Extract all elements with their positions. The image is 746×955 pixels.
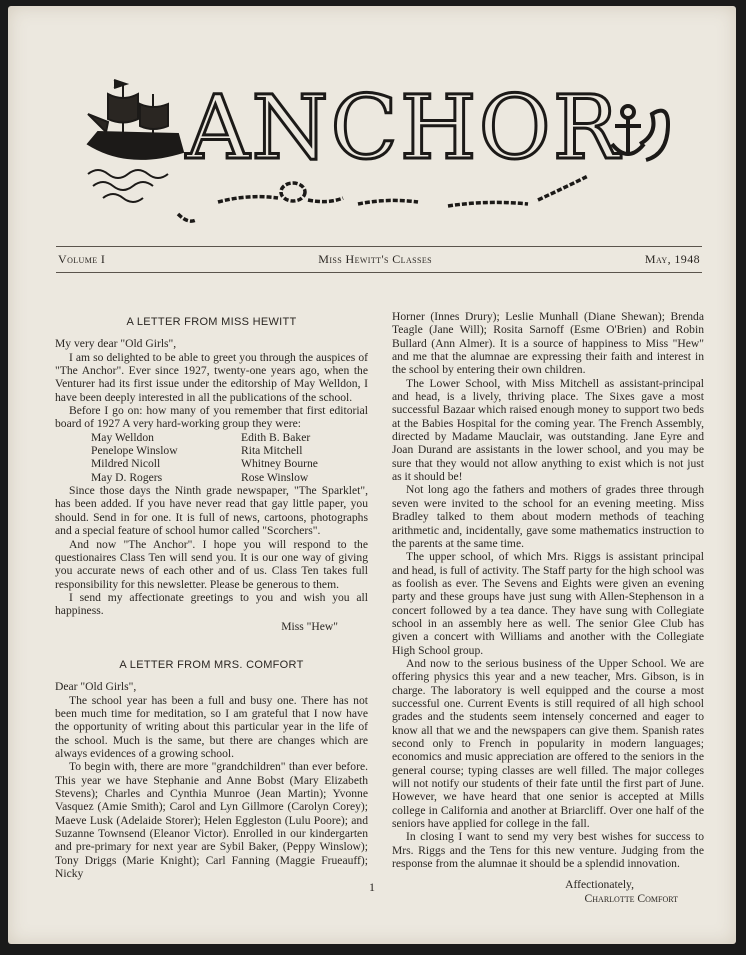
- column-right: [392, 310, 704, 905]
- board-member: Rose Winslow: [241, 470, 309, 484]
- paragraph: I am so delighted to be able to greet you through the auspices of "The Anchor". Ever since 1927, twenty-one years ago, when the Venturer had its first issue under the editorship of May Welldon, I have been deeply interested in all the publications of the school.: [55, 350, 368, 404]
- school-name: Miss Hewitt's Classes: [318, 252, 432, 266]
- board-member: May Welldon: [91, 430, 154, 444]
- paragraph: I send my affectionate greetings to you and wish you all happiness.: [55, 590, 368, 618]
- board-member: Penelope Winslow: [91, 444, 178, 458]
- letter-heading-comfort: A LETTER FROM MRS. COMFORT: [119, 658, 304, 671]
- closing: Affectionately,: [565, 878, 634, 892]
- column-left: [55, 306, 368, 880]
- signature-comfort: Charlotte Comfort: [584, 891, 678, 905]
- paragraph: To begin with, there are more "grandchildren" than ever before. This year we have Stephanie and Anne Bobst (Mary Elizabeth Stevens); Charles and Cynthia Munroe (Jean Martin); Yvonne Vasquez (Amie Smith); Carol and Lyn Gillmore (Carolyn Corey); Maeve Lusk (Adelaide Storer); Helen Eggleston (Lulu Poore); and Suzanne Townsend (Eleanor Victor). Enrolled in our kindergarten and pre-primary for next year are Sybil Baker, (Peppy Winslow); Tony Driggs (Marie Knight); Carl Fanning (Maggie Frueauff); Nicky: [55, 760, 368, 881]
- page-number: 1: [369, 880, 375, 894]
- masthead: [68, 74, 688, 234]
- board-member: Whitney Bourne: [241, 457, 318, 471]
- signature-hewitt: Miss "Hew": [281, 619, 338, 633]
- paragraph: Horner (Innes Drury); Leslie Munhall (Diane Shewan); Brenda Teagle (Jane Will); Rosita Sarnoff (Esme O'Brien) and Robin Bullard (Ann Almer). It is a source of happiness to Miss "Hew" and me that the alumnae are expressing their faith and interest in the school by entering their own children.: [392, 310, 704, 377]
- header-rule-top: [56, 246, 702, 247]
- issue-date: May, 1948: [644, 252, 700, 266]
- board-member: Rita Mitchell: [241, 444, 303, 458]
- paragraph: And now to the serious business of the Upper School. We are offering physics this year and a new teacher, Mrs. Gibson, is in charge. The laboratory is well equipped and the course a most successful one. Current Events is still required of all high school grades and the students seem intensely concerned and eager to know all that we and the newspapers can give them. Spanish rates second only to French in popularity in modern languages; economics and music appreciation are offered to the seniors in the general course; typing classes are well filled. The major colleges will not notify our students of their fate until the first part of June. However, we have heard that one senior is accepted at Mills college in California and another at Briarcliff. Over one half of the seniors have applied for college in the fall.: [392, 656, 704, 831]
- header-rule-bottom: [56, 272, 702, 273]
- paragraph: Before I go on: how many of you remember that first editorial board of 1927 A very hard-working group they were:: [55, 404, 368, 431]
- paragraph: In closing I want to send my very best wishes for success to Mrs. Riggs and the Tens for this new venture. Judging from the response from the alumnae it should be a splendid innovation.: [392, 830, 704, 871]
- board-member: Mildred Nicoll: [91, 457, 161, 471]
- paragraph: And now "The Anchor". I hope you will respond to the questionaires Class Ten will send you. It is our one way of giving you accurate news of each other and of us. Class Ten takes full responsibility for this newsletter. Please be generous to them.: [55, 537, 368, 591]
- board-member: May D. Rogers: [91, 470, 163, 484]
- masthead-title: ANCHOR: [186, 76, 622, 179]
- paragraph: The school year has been a full and busy one. There has not been much time for meditation, so I am grateful that I now have the opportunity of writing about this particular year in the life of the school. Much is the same, but there are changes which are always evidences of a growing school.: [55, 693, 368, 760]
- paragraph: Not long ago the fathers and mothers of grades three through seven were invited to the school for an evening meeting. Miss Bradley talked to them about modern methods of teaching arithmetic and, incidentally, gave some mathematics instruction to the parents at the same time.: [392, 483, 704, 550]
- board-member: Edith B. Baker: [241, 430, 311, 444]
- paragraph: The Lower School, with Miss Mitchell as assistant-principal and head, is a lively, thriving place. The Sixes gave a most successful Bazaar which raised enough money to support two beds at the Babies Hospital for the coming year. The French Assembly, directed by Madame Mauclair, was outstanding. Jane Eyre and Joan Durand are assistants in the lower school, and you may be sure that they would not allow anything to exist which is not just as it should be!: [392, 376, 704, 484]
- salutation: My very dear "Old Girls",: [55, 337, 177, 351]
- issue-info-bar: [58, 252, 700, 267]
- salutation: Dear "Old Girls",: [55, 680, 137, 694]
- rope-ornament: [178, 176, 588, 221]
- paragraph: Since those days the Ninth grade newspaper, "The Sparklet", has been added. If you have never read that gay little paper, you should. Send in for one. It is full of news, cartoons, photographs and a special feature of school humor called "Scorchers".: [55, 484, 368, 538]
- ship-icon: [88, 80, 183, 202]
- volume-label: Volume I: [58, 252, 106, 266]
- newsletter-page: [8, 6, 736, 944]
- letter-heading-hewitt: A LETTER FROM MISS HEWITT: [126, 316, 297, 328]
- paragraph: The upper school, of which Mrs. Riggs is assistant principal and head, is full of activity. The Staff party for the high school was as foolish as ever. The Sevens and Eights were given an evening party and these groups have just sung with Allen-Stephenson in a concert followed by a tea dance. They have sung with Collegiate school in an assembly here as well. The senior Glee Club has given a concert with Williams and another with the Collegiate High School group.: [392, 550, 704, 657]
- editorial-board-list: [55, 431, 368, 484]
